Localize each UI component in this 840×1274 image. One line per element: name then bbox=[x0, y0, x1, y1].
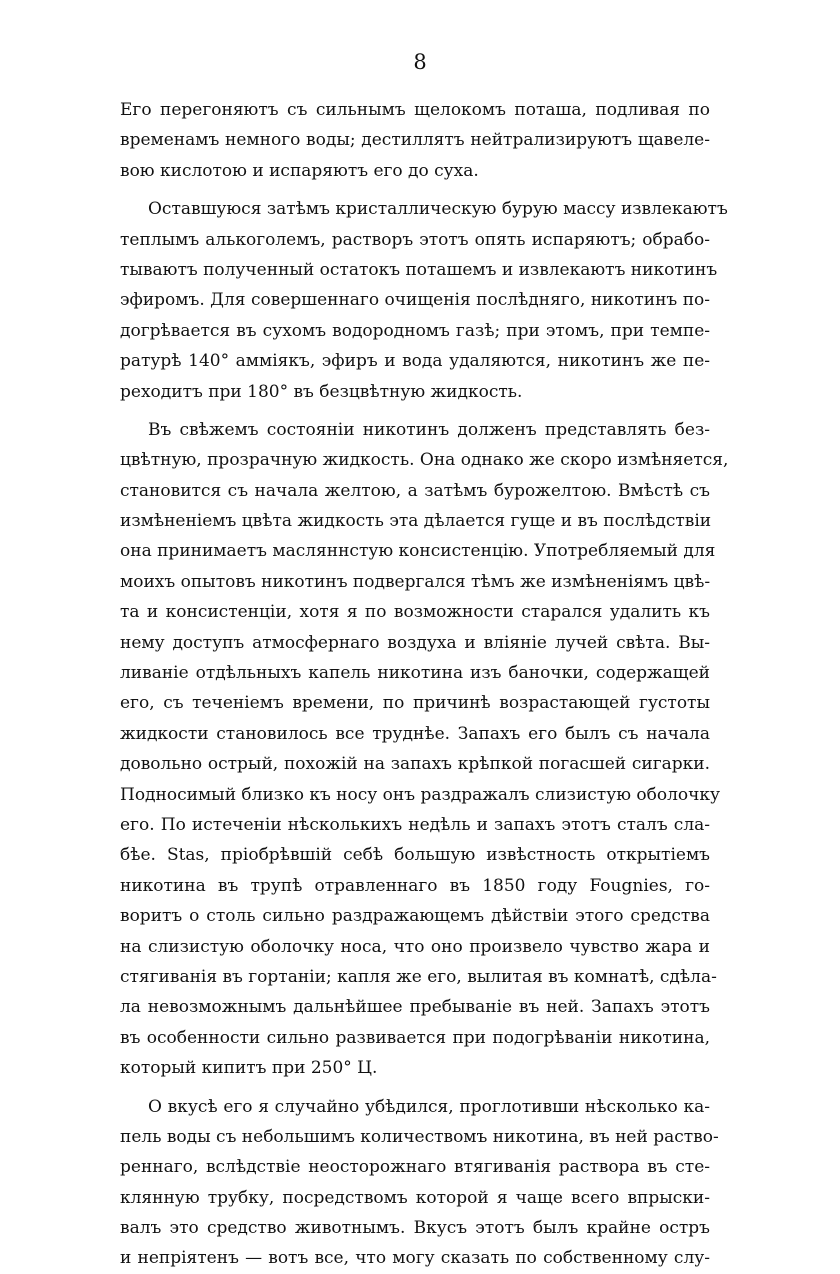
text-line: эфиромъ. Для совершеннаго очищенія послѣдняго, никотинъ по- bbox=[120, 290, 710, 311]
text-line: Въ свѣжемъ состояніи никотинъ долженъ представлять без- bbox=[148, 419, 710, 440]
paragraph bbox=[120, 415, 729, 1084]
text-line: жидкости становилось все труднѣе. Запахъ его былъ съ начала bbox=[120, 723, 710, 744]
body-text bbox=[120, 95, 729, 1274]
text-line: валъ это средство животнымъ. Вкусъ этотъ былъ крайне остръ bbox=[120, 1218, 710, 1239]
text-line: она принимаетъ масляннстую консистенцію. Употребляемый для bbox=[120, 541, 716, 562]
text-line: ратурѣ 140° аммiякъ, эфиръ и вода удаляются, никотинъ же пе- bbox=[120, 351, 710, 372]
text-line: который кипитъ при 250° Ц. bbox=[120, 1058, 378, 1079]
text-line: нему доступъ атмосфернаго воздуха и вліяніе лучей свѣта. Вы- bbox=[120, 632, 710, 653]
text-line: пель воды съ небольшимъ количествомъ никотина, въ ней раство- bbox=[120, 1126, 719, 1147]
text-line: довольно острый, похожій на запахъ крѣпкой погасшей сигарки. bbox=[120, 754, 710, 775]
text-line: теплымъ алькоголемъ, растворъ этотъ опять испаряютъ; обрабо- bbox=[120, 229, 710, 250]
page-number: 8 bbox=[413, 50, 427, 74]
text-line: ливаніе отдѣльныхъ капель никотина изъ баночки, содержащей bbox=[120, 663, 710, 684]
text-line: Подносимый близко къ носу онъ раздражалъ слизистую оболочку bbox=[120, 784, 721, 805]
text-line: догрѣвается въ сухомъ водородномъ газѣ; при этомъ, при темпе- bbox=[120, 320, 710, 341]
text-line: Оставшуюся затѣмъ кристаллическую бурую массу извлекаютъ bbox=[148, 199, 728, 220]
paragraph-gap bbox=[120, 186, 710, 194]
paragraph bbox=[120, 95, 710, 186]
text-line: стягиванія въ гортаніи; капля же его, вылитая въ комнатѣ, сдѣла- bbox=[120, 966, 717, 987]
text-line: моихъ опытовъ никотинъ подвергался тѣмъ же измѣненіямъ цвѣ- bbox=[120, 571, 711, 592]
text-line: его, съ теченіемъ времени, по причинѣ возрастающей густоты bbox=[120, 693, 710, 714]
text-line: Его перегоняютъ съ сильнымъ щелокомъ поташа, подливая по bbox=[120, 100, 710, 120]
text-line: реходитъ при 180° въ безцвѣтную жидкость. bbox=[120, 381, 523, 402]
paragraph bbox=[120, 1092, 719, 1274]
text-line: та и консистенціи, хотя я по возможности старался удалить къ bbox=[120, 602, 710, 623]
text-line: никотина въ трупѣ отравленнаго въ 1850 году Fougnies, го- bbox=[120, 875, 710, 896]
text-line: ла невозможнымъ дальнѣйшее пребываніе въ ней. Запахъ этотъ bbox=[120, 997, 710, 1018]
text-line: на слизистую оболочку носа, что оно произвело чувство жара и bbox=[120, 936, 710, 957]
text-line: тываютъ полученный остатокъ поташемъ и извлекаютъ никотинъ bbox=[120, 259, 718, 280]
text-line: бѣе. Stas, пріобрѣвшій себѣ большую извѣстность открытіемъ bbox=[120, 845, 710, 866]
paragraph-gap bbox=[120, 407, 710, 415]
text-line: реннаго, вслѣдствіе неосторожнаго втягиванія раствора въ сте- bbox=[120, 1157, 710, 1178]
text-line: клянную трубку, посредствомъ которой я чаще всего впрыски- bbox=[120, 1187, 710, 1208]
text-line: О вкусѣ его я случайно убѣдился, проглотивши нѣсколько ка- bbox=[148, 1096, 710, 1117]
text-line: цвѣтную, прозрачную жидкость. Она однако же скоро измѣняется, bbox=[120, 450, 729, 471]
text-line: и непріятенъ — вотъ все, что могу сказать по собственному слу- bbox=[120, 1248, 710, 1269]
paragraph bbox=[120, 194, 728, 407]
text-line: воритъ о столь сильно раздражающемъ дѣйствіи этого средства bbox=[120, 906, 710, 927]
paragraph-gap bbox=[120, 1084, 710, 1092]
text-line: становится съ начала желтою, а затѣмъ бурожелтою. Вмѣстѣ съ bbox=[120, 480, 710, 501]
text-line: вою кислотою и испаряютъ его до суха. bbox=[120, 160, 479, 181]
text-line: въ особенности сильно развивается при подогрѣваніи никотина, bbox=[120, 1027, 710, 1048]
text-line: временамъ немного воды; дестиллятъ нейтрализируютъ щавеле- bbox=[120, 130, 710, 151]
text-line: его. По истеченіи нѣсколькихъ недѣль и запахъ этотъ сталъ сла- bbox=[120, 814, 710, 835]
text-line: измѣненіемъ цвѣта жидкость эта дѣлается гуще и въ послѣдствіи bbox=[120, 511, 712, 532]
